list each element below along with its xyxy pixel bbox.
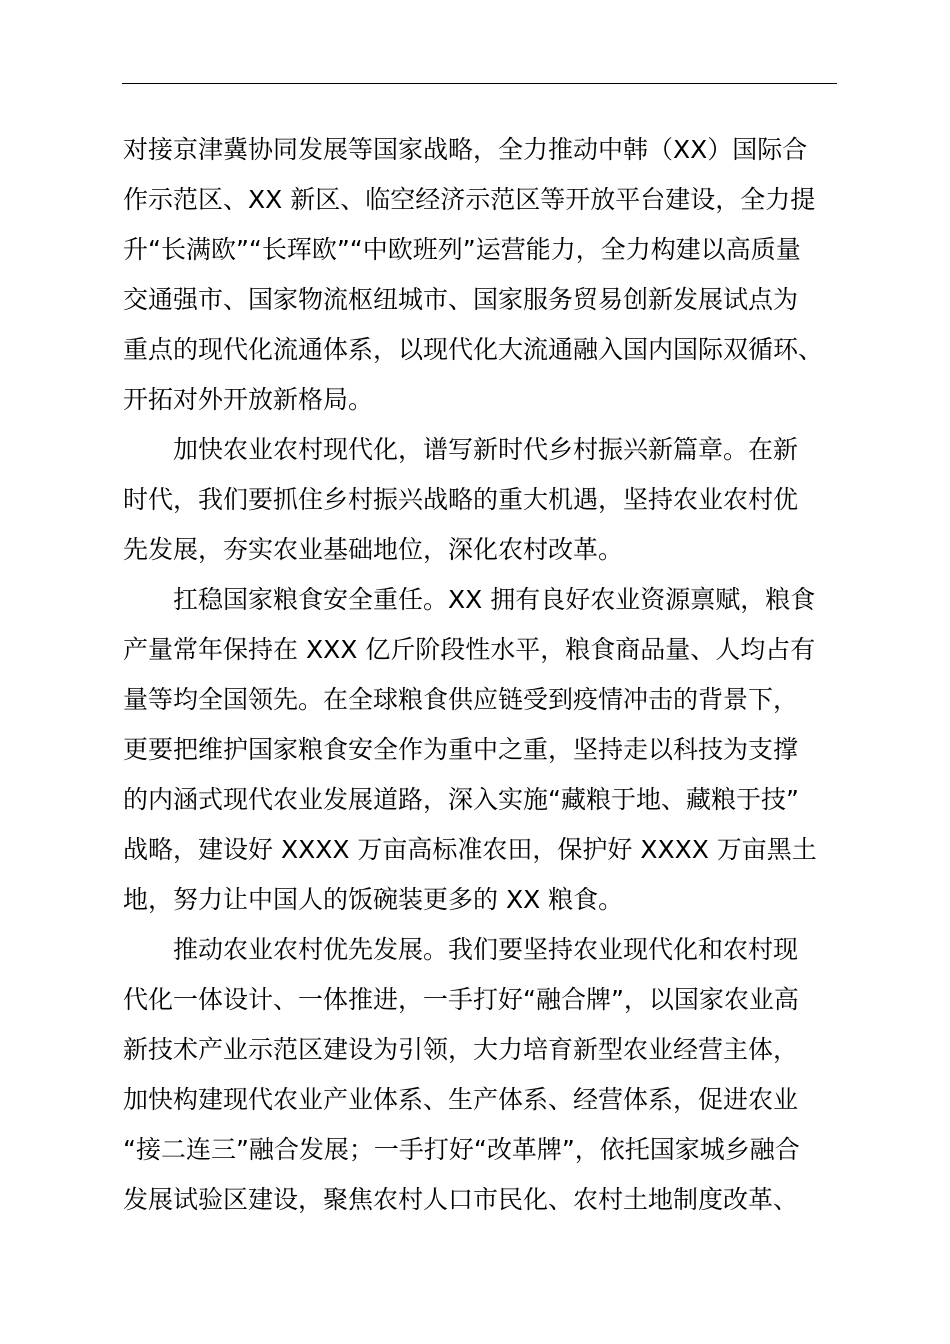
header-rule [122,83,837,84]
text-line: 地，努力让中国人的饭碗装更多的 XX 粮食。 [123,885,624,914]
text-line: 代化一体设计、一体推进，一手打好“融合牌”，以国家农业高 [123,985,799,1014]
text-line: 升“长满欧”“长珲欧”“中欧班列”运营能力，全力构建以高质量 [123,235,801,264]
paragraph-first-line: 扛稳国家粮食安全重任。XX 拥有良好农业资源禀赋，粮食 [173,585,816,614]
text-line: 发展试验区建设，聚焦农村人口市民化、农村土地制度改革、 [123,1185,799,1214]
text-line: 对接京津冀协同发展等国家战略，全力推动中韩（XX）国际合 [123,135,808,164]
text-line: 的内涵式现代农业发展道路，深入实施“藏粮于地、藏粮于技” [123,785,799,814]
text-line: “接二连三”融合发展；一手打好“改革牌”，依托国家城乡融合 [123,1135,800,1164]
text-line: 先发展，夯实农业基础地位，深化农村改革。 [123,535,624,564]
body-text [123,125,843,1225]
text-line: 重点的现代化流通体系，以现代化大流通融入国内国际双循环、 [123,335,824,364]
text-line: 作示范区、XX 新区、临空经济示范区等开放平台建设，全力提 [123,185,816,214]
text-line: 时代，我们要抓住乡村振兴战略的重大机遇，坚持农业农村优 [123,485,799,514]
text-line: 交通强市、国家物流枢纽城市、国家服务贸易创新发展试点为 [123,285,799,314]
paragraph-first-line: 加快农业农村现代化，谱写新时代乡村振兴新篇章。在新 [173,435,799,464]
text-line: 更要把维护国家粮食安全作为重中之重，坚持走以科技为支撑 [123,735,799,764]
text-line: 加快构建现代农业产业体系、生产体系、经营体系，促进农业 [123,1085,799,1114]
text-line: 开拓对外开放新格局。 [123,385,374,414]
paragraph-first-line: 推动农业农村优先发展。我们要坚持农业现代化和农村现 [173,935,799,964]
text-line: 量等均全国领先。在全球粮食供应链受到疫情冲击的背景下， [123,685,799,714]
text-line: 产量常年保持在 XXX 亿斤阶段性水平，粮食商品量、人均占有 [123,635,816,664]
text-line: 新技术产业示范区建设为引领，大力培育新型农业经营主体， [123,1035,799,1064]
text-line: 战略，建设好 XXXX 万亩高标准农田，保护好 XXXX 万亩黑土 [123,835,817,864]
